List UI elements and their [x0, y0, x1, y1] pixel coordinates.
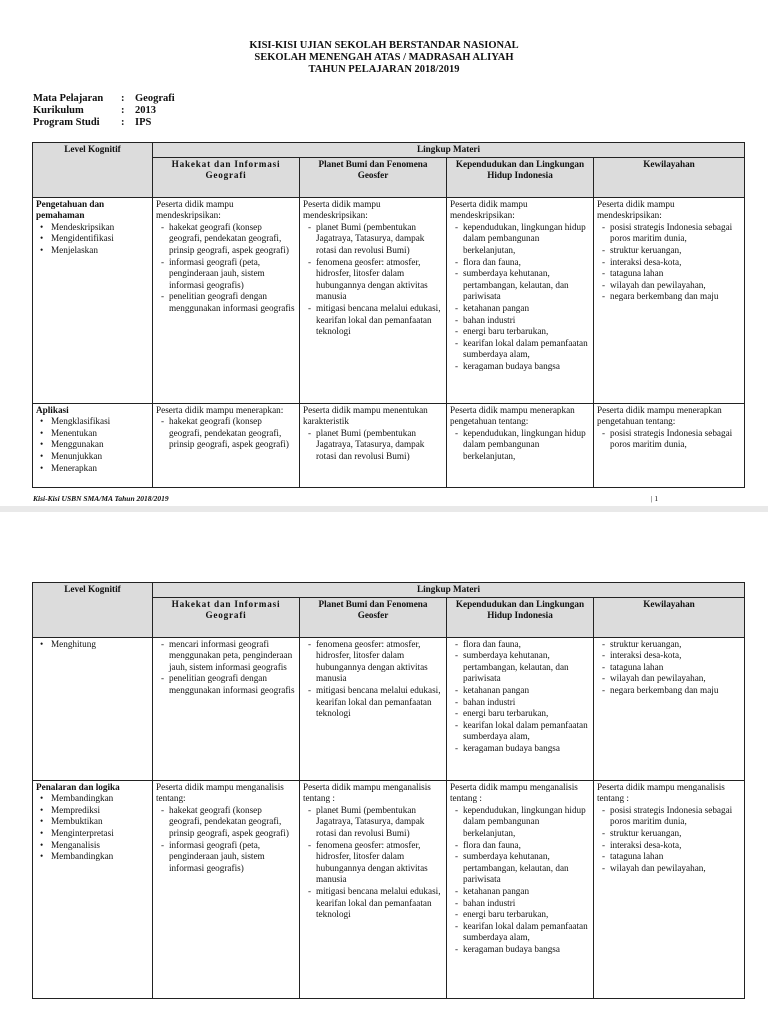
list-item: - mitigasi bencana melalui edukasi, kearifan lokal dan pemanfaatan teknologi: [316, 303, 443, 338]
list-item: • Membandingkan: [51, 793, 149, 805]
cell-items: [450, 639, 590, 755]
header-lingkup-materi: Lingkup Materi: [153, 583, 745, 598]
cell-intro: Peserta didik mampu menganalisis tentang :: [597, 781, 725, 804]
materi-cell: [300, 197, 447, 403]
list-item: - hakekat geografi (konsep geografi, pendekatan geografi, prinsip geografi, aspek geografi): [169, 416, 296, 451]
list-item: - negara berkembang dan maju: [610, 291, 741, 303]
materi-cell: [594, 637, 745, 780]
list-item: - bahan industri: [463, 898, 590, 910]
level-cell: [33, 403, 153, 487]
list-item: - wilayah dan pewilayahan,: [610, 863, 741, 875]
list-item: - hakekat geografi (konsep geografi, pendekatan geografi, prinsip geografi, aspek geografi): [169, 222, 296, 257]
materi-cell: [153, 637, 300, 780]
header-col-kewilayahan: Kewilayahan: [594, 597, 745, 637]
header-level-kognitif: Level Kognitif: [33, 143, 153, 198]
meta-value: Geografi: [135, 93, 175, 104]
kisi-kisi-table-continued: [32, 582, 745, 999]
list-item: • Menerapkan: [51, 463, 149, 475]
list-item: - informasi geografi (peta, penginderaan jauh, sistem informasi geografis): [169, 840, 296, 875]
cell-items: [303, 805, 443, 921]
cell-items: [303, 222, 443, 338]
materi-cell: [300, 637, 447, 780]
list-item: - kearifan lokal dalam pemanfaatan sumberdaya alam,: [463, 921, 590, 944]
title-line-2: SEKOLAH MENENGAH ATAS / MADRASAH ALIYAH: [254, 52, 514, 63]
cell-intro: Peserta didik mampu menganalisis tentang:: [156, 781, 284, 804]
list-item: - sumberdaya kehutanan, pertambangan, kelautan, dan pariwisata: [463, 268, 590, 303]
list-item: • Mendeskripsikan: [51, 222, 149, 234]
list-item: - posisi strategis Indonesia sebagai poros maritim dunia,: [610, 805, 741, 828]
list-item: - interaksi desa-kota,: [610, 840, 741, 852]
document-meta: [33, 93, 175, 129]
meta-value: IPS: [135, 117, 152, 128]
list-item: - fenomena geosfer: atmosfer, hidrosfer, litosfer dalam hubungannya dengan aktivitas manusia: [316, 639, 443, 685]
title-line-1: KISI-KISI UJIAN SEKOLAH BERSTANDAR NASIONAL: [249, 40, 519, 51]
cell-items: [156, 639, 296, 697]
cell-items: [450, 222, 590, 373]
header-lingkup-materi: Lingkup Materi: [153, 143, 745, 158]
materi-cell: [594, 403, 745, 487]
list-item: - flora dan fauna,: [463, 840, 590, 852]
cell-intro: Peserta didik mampu menentukan karakteristik: [303, 404, 428, 427]
list-item: - kependudukan, lingkungan hidup dalam pembangunan berkelanjutan,: [463, 805, 590, 840]
cell-items: [156, 416, 296, 451]
list-item: - energi baru terbarukan,: [463, 909, 590, 921]
list-item: • Menganalisis: [51, 840, 149, 852]
level-verbs: [36, 416, 149, 474]
list-item: - ketahanan pangan: [463, 303, 590, 315]
cell-intro: Peserta didik mampu menganalisis tentang :: [303, 781, 431, 804]
cell-items: [450, 805, 590, 956]
meta-colon: :: [121, 105, 125, 116]
list-item: - wilayah dan pewilayahan,: [610, 673, 741, 685]
list-item: - interaksi desa-kota,: [610, 650, 741, 662]
header-col-kewilayahan: Kewilayahan: [594, 157, 745, 197]
materi-cell: [153, 403, 300, 487]
meta-label: Mata Pelajaran: [33, 93, 104, 104]
materi-cell: [153, 780, 300, 998]
cell-items: [303, 639, 443, 720]
level-verbs: [36, 793, 149, 863]
list-item: - informasi geografi (peta, penginderaan jauh, sistem informasi geografis): [169, 257, 296, 292]
list-item: - sumberdaya kehutanan, pertambangan, kelautan, dan pariwisata: [463, 851, 590, 886]
cell-intro: Peserta didik mampu mendeskripsikan:: [156, 198, 234, 221]
materi-cell: [447, 780, 594, 998]
cell-intro: Peserta didik mampu menganalisis tentang :: [450, 781, 578, 804]
table-row: [33, 637, 745, 780]
list-item: • Memprediksi: [51, 805, 149, 817]
level-cell: [33, 197, 153, 403]
cell-items: [597, 428, 741, 451]
cell-intro: Peserta didik mampu menerapkan pengetahuan tentang:: [450, 404, 575, 427]
materi-cell: [594, 780, 745, 998]
list-item: - kearifan lokal dalam pemanfaatan sumberdaya alam,: [463, 338, 590, 361]
list-item: • Menjelaskan: [51, 245, 149, 257]
cell-intro: Peserta didik mampu mendeskripsikan:: [597, 198, 675, 221]
list-item: - fenomena geosfer: atmosfer, hidrosfer, litosfer dalam hubungannya dengan aktivitas manusia: [316, 840, 443, 886]
list-item: - bahan industri: [463, 315, 590, 327]
level-cell: [33, 780, 153, 998]
list-item: - ketahanan pangan: [463, 886, 590, 898]
list-item: - posisi strategis Indonesia sebagai poros maritim dunia,: [610, 222, 741, 245]
list-item: • Menghitung: [51, 639, 149, 651]
cell-items: [303, 428, 443, 463]
meta-colon: :: [121, 117, 125, 128]
level-title: Aplikasi: [36, 404, 69, 415]
materi-cell: [447, 637, 594, 780]
list-item: - mencari informasi geografi menggunakan peta, penginderaan jauh, sistem informasi geografis: [169, 639, 296, 674]
list-item: • Menginterpretasi: [51, 828, 149, 840]
list-item: - penelitian geografi dengan menggunakan informasi geografis: [169, 673, 296, 696]
materi-cell: [447, 403, 594, 487]
cell-items: [597, 222, 741, 303]
list-item: - ketahanan pangan: [463, 685, 590, 697]
page-number: | 1: [651, 494, 659, 503]
header-col-kependudukan: Kependudukan dan Lingkungan Hidup Indonesia: [447, 157, 594, 197]
header-col-hakekat: Hakekat dan Informasi Geografi: [153, 597, 300, 637]
list-item: - fenomena geosfer: atmosfer, hidrosfer, litosfer dalam hubungannya dengan aktivitas manusia: [316, 257, 443, 303]
level-title: Pengetahuan dan pemahaman: [36, 198, 105, 221]
list-item: • Mengidentifikasi: [51, 233, 149, 245]
meta-colon: :: [121, 93, 125, 104]
list-item: - penelitian geografi dengan menggunakan informasi geografis: [169, 291, 296, 314]
level-verbs: [36, 222, 149, 257]
header-level-kognitif: Level Kognitif: [33, 583, 153, 638]
cell-intro: Peserta didik mampu mendeskripsikan:: [303, 198, 381, 221]
list-item: - planet Bumi (pembentukan Jagatraya, Tatasurya, dampak rotasi dan revolusi Bumi): [316, 428, 443, 463]
list-item: - hakekat geografi (konsep geografi, pendekatan geografi, prinsip geografi, aspek geografi): [169, 805, 296, 840]
cell-intro: Peserta didik mampu menerapkan pengetahuan tentang:: [597, 404, 722, 427]
list-item: - flora dan fauna,: [463, 257, 590, 269]
list-item: - kependudukan, lingkungan hidup dalam pembangunan berkelanjutan,: [463, 222, 590, 257]
list-item: - tataguna lahan: [610, 662, 741, 674]
title-line-3: TAHUN PELAJARAN 2018/2019: [308, 64, 460, 75]
list-item: - energi baru terbarukan,: [463, 326, 590, 338]
table-row: [33, 780, 745, 998]
cell-intro: Peserta didik mampu mendeskripsikan:: [450, 198, 528, 221]
cell-items: [156, 805, 296, 875]
footer-text: Kisi-Kisi USBN SMA/MA Tahun 2018/2019: [33, 494, 169, 503]
list-item: - sumberdaya kehutanan, pertambangan, kelautan, dan pariwisata: [463, 650, 590, 685]
list-item: - planet Bumi (pembentukan Jagatraya, Tatasurya, dampak rotasi dan revolusi Bumi): [316, 805, 443, 840]
list-item: - struktur keruangan,: [610, 245, 741, 257]
list-item: - interaksi desa-kota,: [610, 257, 741, 269]
cell-items: [450, 428, 590, 463]
kisi-kisi-table: [32, 142, 745, 488]
list-item: - negara berkembang dan maju: [610, 685, 741, 697]
list-item: - keragaman budaya bangsa: [463, 361, 590, 373]
document-title: [0, 40, 768, 76]
list-item: • Menunjukkan: [51, 451, 149, 463]
list-item: - keragaman budaya bangsa: [463, 944, 590, 956]
header-col-hakekat: Hakekat dan Informasi Geografi: [153, 157, 300, 197]
list-item: - tataguna lahan: [610, 851, 741, 863]
list-item: • Menggunakan: [51, 439, 149, 451]
cell-items: [597, 639, 741, 697]
header-col-planet: Planet Bumi dan Fenomena Geosfer: [300, 597, 447, 637]
list-item: - bahan industri: [463, 697, 590, 709]
list-item: - posisi strategis Indonesia sebagai poros maritim dunia,: [610, 428, 741, 451]
level-cell: [33, 637, 153, 780]
materi-cell: [300, 780, 447, 998]
list-item: - keragaman budaya bangsa: [463, 743, 590, 755]
table-row: [33, 197, 745, 403]
list-item: - kependudukan, lingkungan hidup dalam pembangunan berkelanjutan,: [463, 428, 590, 463]
level-verbs: [36, 639, 149, 651]
list-item: - kearifan lokal dalam pemanfaatan sumberdaya alam,: [463, 720, 590, 743]
materi-cell: [447, 197, 594, 403]
cell-items: [597, 805, 741, 875]
list-item: - energi baru terbarukan,: [463, 708, 590, 720]
list-item: - flora dan fauna,: [463, 639, 590, 651]
list-item: • Membandingkan: [51, 851, 149, 863]
list-item: - wilayah dan pewilayahan,: [610, 280, 741, 292]
page-footer: [33, 494, 745, 503]
list-item: - struktur keruangan,: [610, 828, 741, 840]
list-item: - mitigasi bencana melalui edukasi, kearifan lokal dan pemanfaatan teknologi: [316, 886, 443, 921]
table-row: [33, 403, 745, 487]
cell-intro: Peserta didik mampu menerapkan:: [156, 404, 284, 415]
list-item: • Membuktikan: [51, 816, 149, 828]
list-item: • Menentukan: [51, 428, 149, 440]
meta-value: 2013: [135, 105, 156, 116]
list-item: - struktur keruangan,: [610, 639, 741, 651]
materi-cell: [594, 197, 745, 403]
cell-items: [156, 222, 296, 315]
materi-cell: [300, 403, 447, 487]
header-col-kependudukan: Kependudukan dan Lingkungan Hidup Indonesia: [447, 597, 594, 637]
list-item: - tataguna lahan: [610, 268, 741, 280]
document-page-2: [0, 512, 768, 1024]
meta-label: Kurikulum: [33, 105, 84, 116]
list-item: - mitigasi bencana melalui edukasi, kearifan lokal dan pemanfaatan teknologi: [316, 685, 443, 720]
materi-cell: [153, 197, 300, 403]
list-item: • Mengklasifikasi: [51, 416, 149, 428]
level-title: Penalaran dan logika: [36, 781, 120, 792]
header-col-planet: Planet Bumi dan Fenomena Geosfer: [300, 157, 447, 197]
meta-label: Program Studi: [33, 117, 100, 128]
list-item: - planet Bumi (pembentukan Jagatraya, Tatasurya, dampak rotasi dan revolusi Bumi): [316, 222, 443, 257]
